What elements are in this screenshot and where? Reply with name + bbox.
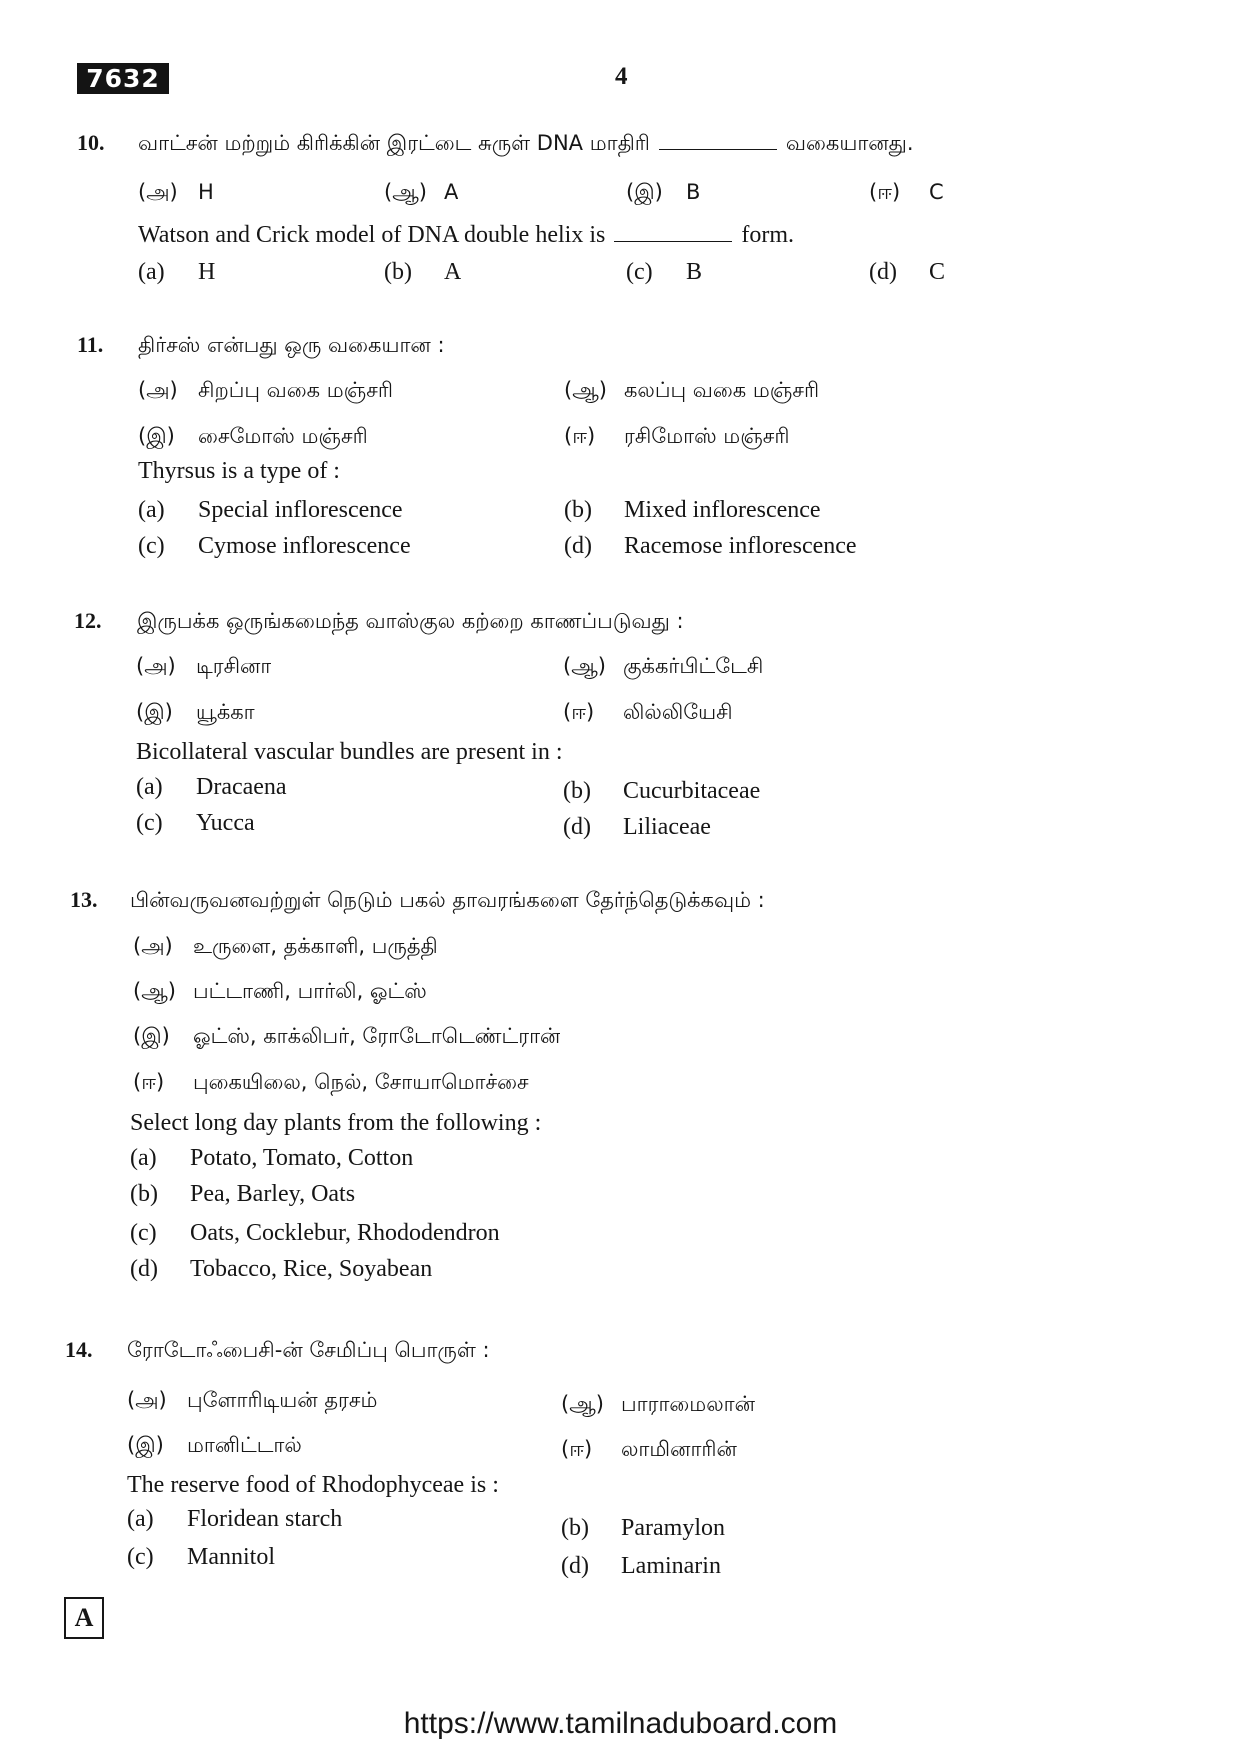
english-option bbox=[130, 1180, 355, 1208]
option-text: Special inflorescence bbox=[198, 497, 403, 523]
option-text: ரசிமோஸ் மஞ்சரி bbox=[624, 424, 790, 448]
english-option bbox=[626, 258, 702, 286]
english-option bbox=[564, 496, 821, 524]
option-label: (ஈ) bbox=[563, 700, 595, 724]
tamil-option bbox=[133, 1022, 560, 1050]
option-label: (d) bbox=[869, 259, 897, 285]
option-text: C bbox=[929, 180, 944, 204]
option-text: Cymose inflorescence bbox=[198, 533, 411, 559]
option-label: (இ) bbox=[127, 1433, 164, 1457]
tamil-option bbox=[384, 178, 458, 206]
option-text: Paramylon bbox=[621, 1515, 725, 1541]
option-text: Pea, Barley, Oats bbox=[190, 1181, 356, 1207]
tamil-option bbox=[127, 1431, 302, 1459]
option-text: Cucurbitaceae bbox=[623, 778, 761, 804]
tamil-option bbox=[563, 652, 763, 680]
english-option bbox=[384, 258, 461, 286]
english-option bbox=[561, 1552, 721, 1580]
tamil-option bbox=[564, 422, 790, 450]
tamil-option bbox=[136, 652, 271, 680]
option-label: (இ) bbox=[133, 1024, 170, 1048]
tamil-question-text: வாட்சன் மற்றும் கிரிக்கின் இரட்டை சுருள் DNA மாதிரி bbox=[138, 131, 650, 155]
tamil-option bbox=[133, 977, 427, 1005]
option-text: உருளை, தக்காளி, பருத்தி bbox=[193, 934, 438, 958]
option-text: Liliaceae bbox=[623, 814, 711, 840]
option-text: B bbox=[686, 180, 701, 204]
option-text: டிரசினா bbox=[196, 654, 272, 678]
option-text: லில்லியேசி bbox=[623, 700, 733, 724]
english-question-suffix: form. bbox=[741, 222, 794, 248]
english-option bbox=[869, 258, 945, 286]
option-label: (c) bbox=[138, 533, 165, 559]
page-number: 4 bbox=[615, 63, 628, 90]
english-question-text: Bicollateral vascular bundles are present in : bbox=[136, 739, 563, 765]
option-label: (a) bbox=[136, 774, 163, 800]
tamil-question-text: திர்சஸ் என்பது ஒரு வகையான : bbox=[138, 333, 445, 357]
option-label: (ஆ) bbox=[561, 1392, 604, 1416]
option-text: A bbox=[444, 259, 462, 285]
option-label: (இ) bbox=[136, 700, 173, 724]
question-number: 11. bbox=[77, 332, 104, 357]
option-text: B bbox=[686, 259, 703, 285]
option-label: (a) bbox=[138, 497, 165, 523]
english-option bbox=[564, 532, 857, 560]
option-label: (அ) bbox=[133, 934, 173, 958]
option-label: (ஈ) bbox=[564, 424, 596, 448]
option-label: (d) bbox=[563, 814, 591, 840]
option-text: புகையிலை, நெல், சோயாமொச்சை bbox=[193, 1070, 529, 1094]
option-label: (c) bbox=[130, 1220, 157, 1246]
option-label: (a) bbox=[130, 1145, 157, 1171]
tamil-option bbox=[563, 698, 733, 726]
option-text: Mixed inflorescence bbox=[624, 497, 821, 523]
option-text: பட்டாணி, பார்லி, ஓட்ஸ் bbox=[193, 979, 427, 1003]
question-number: 14. bbox=[65, 1337, 93, 1362]
option-label: (d) bbox=[561, 1553, 589, 1579]
paper-code-badge: 7632 bbox=[77, 63, 169, 94]
english-option bbox=[127, 1505, 342, 1533]
option-label: (ஈ) bbox=[869, 180, 901, 204]
tamil-option bbox=[561, 1390, 755, 1418]
option-text: ஓட்ஸ், காக்லிபர், ரோடோடெண்ட்ரான் bbox=[193, 1024, 561, 1048]
tamil-question-text: ரோடோஃபைசி-ன் சேமிப்பு பொருள் : bbox=[127, 1338, 490, 1362]
english-option bbox=[561, 1514, 725, 1542]
option-text: யூக்கா bbox=[196, 700, 255, 724]
option-label: (அ) bbox=[127, 1388, 167, 1412]
english-option bbox=[563, 813, 711, 841]
option-text: மானிட்டால் bbox=[187, 1433, 302, 1457]
option-label: (a) bbox=[127, 1506, 154, 1532]
option-text: Mannitol bbox=[187, 1544, 275, 1570]
tamil-option bbox=[133, 932, 438, 960]
option-text: Laminarin bbox=[621, 1553, 721, 1579]
option-label: (b) bbox=[384, 259, 412, 285]
option-text: H bbox=[198, 259, 216, 285]
fill-in-blank bbox=[659, 131, 777, 150]
question-number: 12. bbox=[74, 608, 102, 633]
option-text: Tobacco, Rice, Soyabean bbox=[190, 1256, 433, 1282]
english-option bbox=[136, 809, 255, 837]
option-label: (ஆ) bbox=[133, 979, 176, 1003]
option-label: (c) bbox=[127, 1544, 154, 1570]
option-label: (ஆ) bbox=[564, 378, 607, 402]
option-label: (அ) bbox=[136, 654, 176, 678]
option-label: (b) bbox=[564, 497, 592, 523]
tamil-option bbox=[138, 376, 393, 404]
option-label: (ஈ) bbox=[133, 1070, 165, 1094]
option-label: (ஆ) bbox=[384, 180, 427, 204]
website-url: https://www.tamilnaduboard.com bbox=[403, 1707, 838, 1740]
tamil-option bbox=[564, 376, 819, 404]
option-label: (d) bbox=[130, 1256, 158, 1282]
option-text: Potato, Tomato, Cotton bbox=[190, 1145, 414, 1171]
option-label: (b) bbox=[563, 778, 591, 804]
english-option bbox=[138, 258, 215, 286]
english-question-text: The reserve food of Rhodophyceae is : bbox=[127, 1472, 499, 1498]
option-label: (இ) bbox=[138, 424, 175, 448]
option-label: (a) bbox=[138, 259, 165, 285]
option-text: Floridean starch bbox=[187, 1506, 343, 1532]
option-label: (இ) bbox=[626, 180, 663, 204]
tamil-question-text: இருபக்க ஒருங்கமைந்த வாஸ்குல கற்றை காணப்படுவது : bbox=[137, 609, 684, 633]
english-question bbox=[138, 221, 794, 249]
option-text: சிறப்பு வகை மஞ்சரி bbox=[198, 378, 393, 402]
option-label: (c) bbox=[626, 259, 653, 285]
option-text: Dracaena bbox=[196, 774, 287, 800]
tamil-question bbox=[138, 129, 914, 157]
option-label: (அ) bbox=[138, 180, 178, 204]
option-text: கலப்பு வகை மஞ்சரி bbox=[624, 378, 820, 402]
english-option bbox=[130, 1255, 432, 1283]
english-question-text: Select long day plants from the following : bbox=[130, 1110, 542, 1136]
option-text: Racemose inflorescence bbox=[624, 533, 857, 559]
english-option bbox=[563, 777, 760, 805]
fill-in-blank bbox=[614, 223, 732, 242]
option-text: குக்கர்பிட்டேசி bbox=[623, 654, 764, 678]
option-text: Oats, Cocklebur, Rhododendron bbox=[190, 1220, 500, 1246]
english-option bbox=[130, 1219, 500, 1247]
tamil-option bbox=[561, 1435, 737, 1463]
tamil-option bbox=[127, 1386, 377, 1414]
option-label: (அ) bbox=[138, 378, 178, 402]
english-option bbox=[136, 773, 287, 801]
option-label: (b) bbox=[561, 1515, 589, 1541]
tamil-question-suffix: வகையானது. bbox=[785, 131, 914, 155]
option-label: (c) bbox=[136, 810, 163, 836]
english-option bbox=[138, 532, 411, 560]
english-option bbox=[130, 1144, 413, 1172]
english-question-text: Watson and Crick model of DNA double helix is bbox=[138, 222, 606, 248]
option-text: C bbox=[929, 259, 946, 285]
question-number: 13. bbox=[70, 887, 98, 912]
english-option bbox=[138, 496, 403, 524]
option-label: (ஈ) bbox=[561, 1437, 593, 1461]
tamil-option bbox=[869, 178, 944, 206]
option-text: H bbox=[198, 180, 214, 204]
option-text: சைமோஸ் மஞ்சரி bbox=[198, 424, 368, 448]
option-label: (b) bbox=[130, 1181, 158, 1207]
tamil-option bbox=[136, 698, 255, 726]
tamil-question-text: பின்வருவனவற்றுள் நெடும் பகல் தாவரங்களை தேர்ந்தெடுக்கவும் : bbox=[130, 888, 765, 912]
tamil-option bbox=[626, 178, 700, 206]
question-number: 10. bbox=[77, 130, 105, 155]
option-text: பாராமைலான் bbox=[621, 1392, 755, 1416]
option-text: லாமினாரின் bbox=[621, 1437, 737, 1461]
option-text: புளோரிடியன் தரசம் bbox=[187, 1388, 378, 1412]
section-mark-box: A bbox=[64, 1597, 104, 1639]
tamil-option bbox=[138, 178, 214, 206]
option-text: Yucca bbox=[196, 810, 255, 836]
option-label: (ஆ) bbox=[563, 654, 606, 678]
option-label: (d) bbox=[564, 533, 592, 559]
tamil-option bbox=[138, 422, 368, 450]
english-question-text: Thyrsus is a type of : bbox=[138, 458, 340, 484]
english-option bbox=[127, 1543, 275, 1571]
tamil-option bbox=[133, 1068, 529, 1096]
option-text: A bbox=[444, 180, 459, 204]
